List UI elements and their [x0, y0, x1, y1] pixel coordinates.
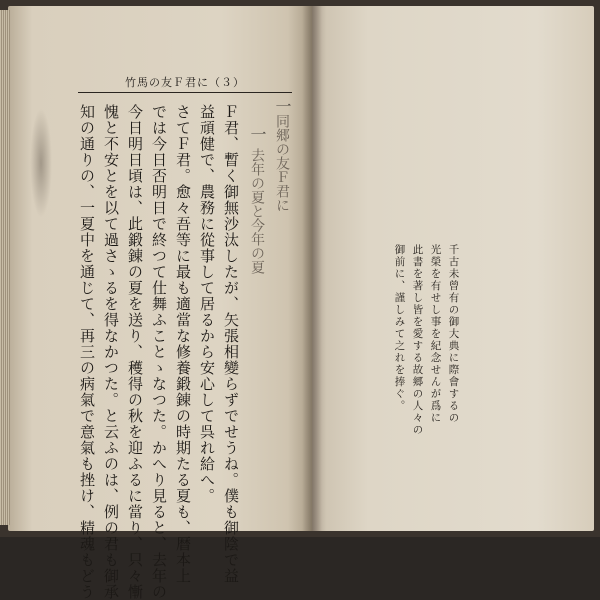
- body-column-5: 今日明日頃は、此鍛錬の夏を送り、穫得の秋を迎ふるに當り、只々慚: [126, 104, 144, 600]
- chapter-title: 同郷の友Ｆ君に: [274, 114, 290, 212]
- body-column-1: Ｆ君、暫く御無沙汰したが、矢張相變らずでせうね。僕も御陰で益: [222, 104, 240, 584]
- section-number: 一: [248, 126, 267, 142]
- body-column-2: 益頑健で、農務に從事して居るから安心して呉れ給へ。: [198, 104, 216, 504]
- dedication-line-1: 千古未曾有の御大典に際會するの: [447, 244, 460, 424]
- body-column-7: 知の通りの、一夏中を通じて、再三の病氣で意氣も挫け、精魂もどう: [78, 104, 96, 600]
- dedication-line-4: 御前に、謹しみて之れを捧ぐ。: [393, 244, 406, 412]
- dedication-line-2: 光榮を有せし事を紀念せんが爲に: [429, 244, 442, 424]
- book-gutter: [302, 6, 322, 531]
- body-column-4: では今日否明日で終つて仕舞ふことゝなつた。かへり見ると、去年の: [150, 104, 168, 600]
- chapter-heading: [274, 98, 290, 212]
- body-column-3: さてＦ君。愈々吾等に最も適當な修養鍛錬の時期たる夏も、暦本上: [174, 104, 192, 584]
- ink-stain: [30, 108, 52, 218]
- section-title: 去年の夏と今年の夏: [249, 148, 265, 274]
- body-column-6: 愧と不安とを以て過さゝるを得なかつた。と云ふのは、例の君も御承: [102, 104, 120, 600]
- running-head: 竹馬の友Ｆ君に（３）: [125, 76, 245, 89]
- chapter-number: 一: [273, 98, 292, 114]
- page-edges: [0, 10, 10, 525]
- section-heading: [249, 126, 265, 274]
- header-rule: [78, 92, 292, 93]
- dedication-line-3: 此書を著し皆を愛する故郷の人々の: [411, 244, 424, 436]
